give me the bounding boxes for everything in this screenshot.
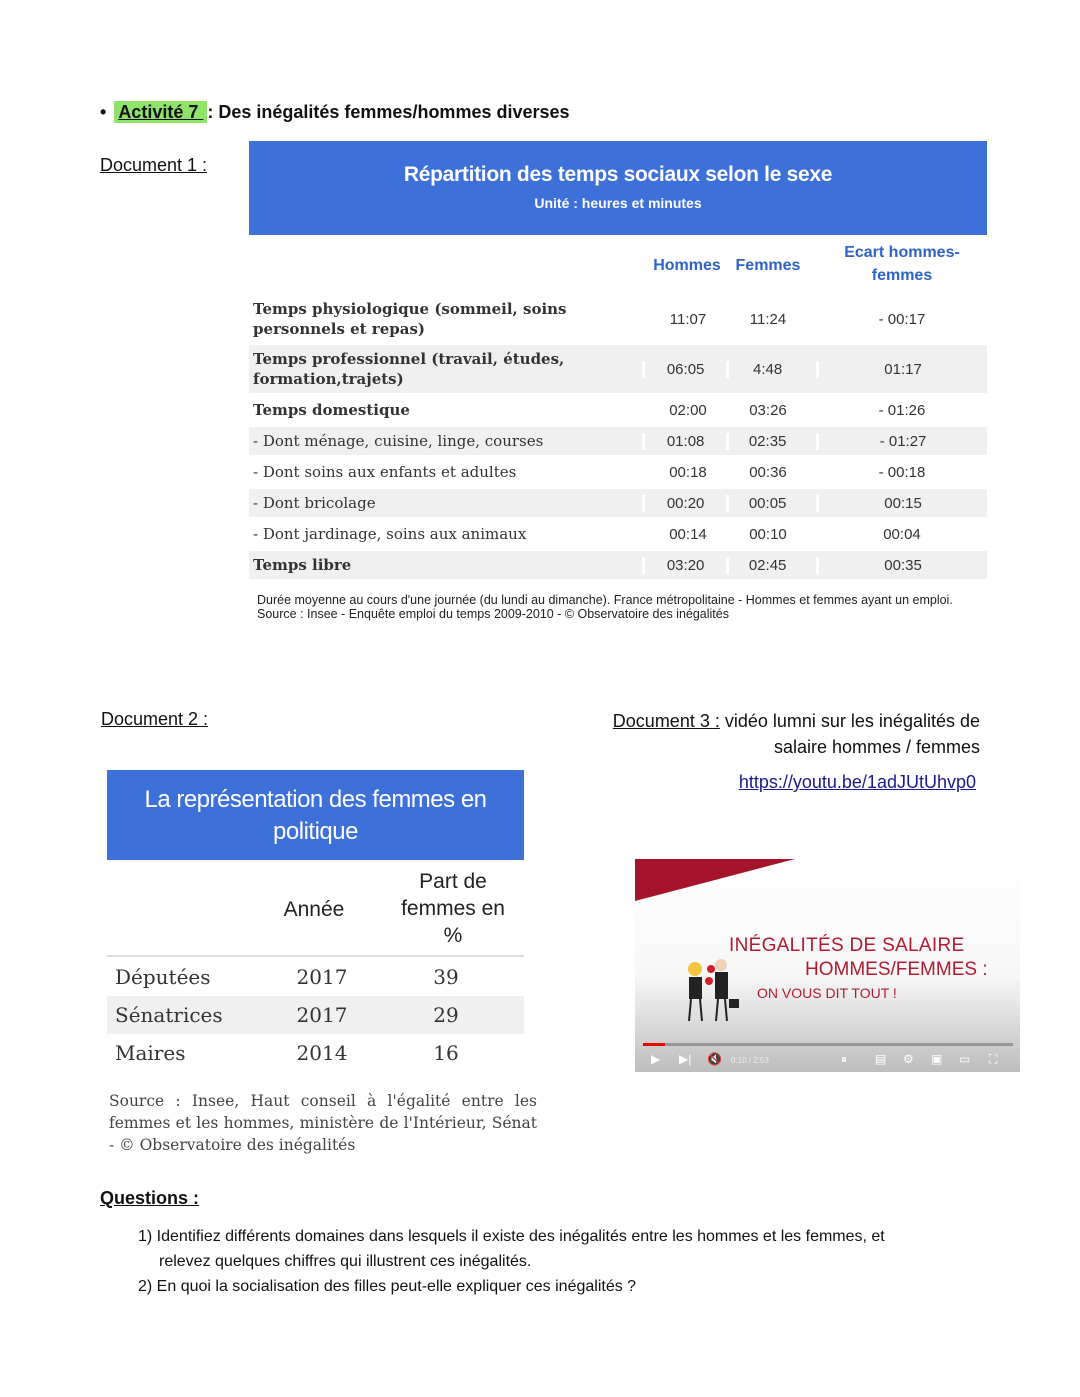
- row-label: Maires: [115, 1041, 186, 1065]
- cell-hommes: 00:20: [642, 495, 726, 512]
- cell-hommes: 03:20: [642, 557, 726, 574]
- cell-ecart: 01:17: [816, 361, 987, 378]
- questions-list: [138, 1224, 938, 1299]
- autoplay-toggle-icon[interactable]: ⏸: [841, 1052, 848, 1066]
- doc1-note-text: Durée moyenne au cours d'une journée (du lundi au dimanche). France métropolitaine - Hommes et femmes ayant un emploi.: [257, 593, 953, 607]
- cell-part: 39: [433, 965, 459, 989]
- row-label: Temps domestique: [253, 401, 410, 419]
- table-row: [249, 345, 987, 393]
- cell-femmes: 00:36: [749, 463, 787, 481]
- doc2-banner-title: La représentation des femmes en politique: [144, 786, 487, 845]
- table-row: [249, 295, 987, 343]
- video-progress-fill: [643, 1043, 665, 1046]
- questions-label: Questions :: [100, 1188, 200, 1208]
- row-label: - Dont soins aux enfants et adultes: [253, 463, 517, 481]
- table-row: [249, 489, 987, 517]
- cell-femmes: 11:24: [749, 310, 787, 328]
- row-label: - Dont bricolage: [253, 494, 376, 512]
- cell-ecart: - 00:17: [878, 310, 926, 328]
- row-label: - Dont ménage, cuisine, linge, courses: [253, 432, 544, 450]
- cell-femmes: 03:26: [749, 401, 787, 419]
- video-title-line3: ON VOUS DIT TOUT !: [757, 985, 897, 1001]
- cell-ecart: 00:04: [883, 525, 921, 543]
- cell-hommes: 00:14: [669, 525, 707, 543]
- video-controls: [635, 1049, 1020, 1072]
- col-header-part: Part de femmes en %: [401, 870, 505, 947]
- doc1-banner-title: Répartition des temps sociaux selon le sexe: [403, 163, 833, 186]
- cell-femmes: 02:35: [726, 433, 806, 450]
- doc1-label: Document 1 :: [100, 155, 208, 175]
- cell-annee: 2017: [296, 965, 348, 989]
- table-row: [249, 519, 987, 549]
- cell-femmes: 02:45: [726, 557, 806, 574]
- people-illustration-icon: [681, 955, 761, 1027]
- cell-ecart: - 01:27: [816, 433, 987, 450]
- table-row: [107, 1034, 524, 1072]
- cell-ecart: 00:35: [816, 557, 987, 574]
- cell-annee: 2014: [296, 1041, 348, 1065]
- doc1-source: Source : Insee - Enquête emploi du temps 2009-2010 - © Observatoire des inégalités: [257, 607, 729, 621]
- row-label: Députées: [115, 965, 211, 989]
- cell-hommes: 01:08: [642, 433, 726, 450]
- col-header-femmes: Femmes: [735, 257, 801, 274]
- row-label: Temps professionnel (travail, études, formation,trajets): [253, 350, 565, 388]
- row-label: Temps physiologique (sommeil, soins personnels et repas): [253, 300, 567, 338]
- video-progress-bar[interactable]: [643, 1043, 1013, 1046]
- cell-hommes: 11:07: [669, 310, 707, 328]
- settings-gear-icon[interactable]: ⚙: [903, 1052, 914, 1066]
- cell-ecart: - 01:26: [878, 401, 926, 419]
- subtitles-icon[interactable]: ▤: [875, 1052, 887, 1066]
- cell-femmes: 00:10: [749, 525, 787, 543]
- cell-ecart: - 00:18: [878, 463, 926, 481]
- doc2-source: Source : Insee, Haut conseil à l'égalité entre les femmes et les hommes, ministère de l'Intérieur, Sénat - © Observatoire des inégalités: [109, 1092, 537, 1154]
- video-time: 0:10 / 2:53: [731, 1056, 769, 1065]
- cell-hommes: 00:18: [669, 463, 707, 481]
- doc1-banner: [249, 141, 987, 235]
- table-row: [249, 457, 987, 487]
- doc3-text: vidéo lumni sur les inégalités de salaire hommes / femmes: [719, 711, 980, 757]
- video-title-line1: INÉGALITÉS DE SALAIRE: [729, 935, 965, 956]
- activity-title: : Des inégalités femmes/hommes diverses: [207, 102, 570, 122]
- doc1-note: [257, 593, 987, 621]
- cell-ecart: 00:15: [816, 495, 987, 512]
- cell-part: 29: [433, 1003, 459, 1027]
- doc2-banner: [107, 770, 524, 860]
- video-banner-stripe: [635, 859, 795, 901]
- doc2-table: [107, 958, 524, 1072]
- doc3-description: [586, 708, 980, 760]
- question-item: 1) Identifiez différents domaines dans lesquels il existe des inégalités entre les hommes et les femmes, et relevez quelques chiffres qui illustrent ces inégalités.: [138, 1228, 885, 1270]
- activity-heading: [100, 102, 570, 123]
- row-label: Sénatrices: [115, 1003, 223, 1027]
- question-item: 2) En quoi la socialisation des filles peut-elle expliquer ces inégalités ?: [138, 1278, 637, 1295]
- cell-hommes: 02:00: [669, 401, 707, 419]
- cell-annee: 2017: [296, 1003, 348, 1027]
- theater-mode-icon[interactable]: ▭: [959, 1052, 971, 1066]
- cell-hommes: 06:05: [642, 361, 726, 378]
- video-title-line2: HOMMES/FEMMES :: [805, 959, 988, 980]
- miniplayer-icon[interactable]: ▣: [931, 1052, 943, 1066]
- doc1-banner-subtitle: Unité : heures et minutes: [534, 195, 702, 211]
- doc3-label: Document 3 :: [612, 711, 720, 731]
- col-header-hommes: Hommes: [653, 257, 721, 274]
- table-row: [107, 958, 524, 996]
- cell-femmes: 4:48: [726, 361, 806, 378]
- row-label: - Dont jardinage, soins aux animaux: [253, 525, 527, 543]
- table-row: [249, 427, 987, 455]
- video-thumbnail[interactable]: [635, 859, 1020, 1072]
- bullet: •: [100, 102, 107, 122]
- video-link[interactable]: https://youtu.be/1adJUtUhvp0: [738, 772, 976, 792]
- volume-icon[interactable]: 🔇: [707, 1052, 722, 1066]
- doc1-table: [249, 295, 987, 579]
- col-header-annee: Année: [283, 898, 345, 921]
- col-header-ecart: Ecart hommes-femmes: [844, 244, 960, 284]
- cell-part: 16: [433, 1041, 459, 1065]
- row-label: Temps libre: [253, 556, 352, 574]
- activity-tag: Activité 7: [114, 101, 207, 123]
- table-row: [107, 996, 524, 1034]
- table-row: [249, 551, 987, 579]
- fullscreen-icon[interactable]: ⛶: [989, 1052, 998, 1066]
- table-row: [249, 395, 987, 425]
- doc2-label: Document 2 :: [101, 709, 209, 729]
- cell-femmes: 00:05: [726, 495, 806, 512]
- play-icon[interactable]: ▶: [651, 1052, 661, 1066]
- next-icon[interactable]: ▶|: [679, 1052, 692, 1066]
- doc2-divider: [107, 955, 524, 957]
